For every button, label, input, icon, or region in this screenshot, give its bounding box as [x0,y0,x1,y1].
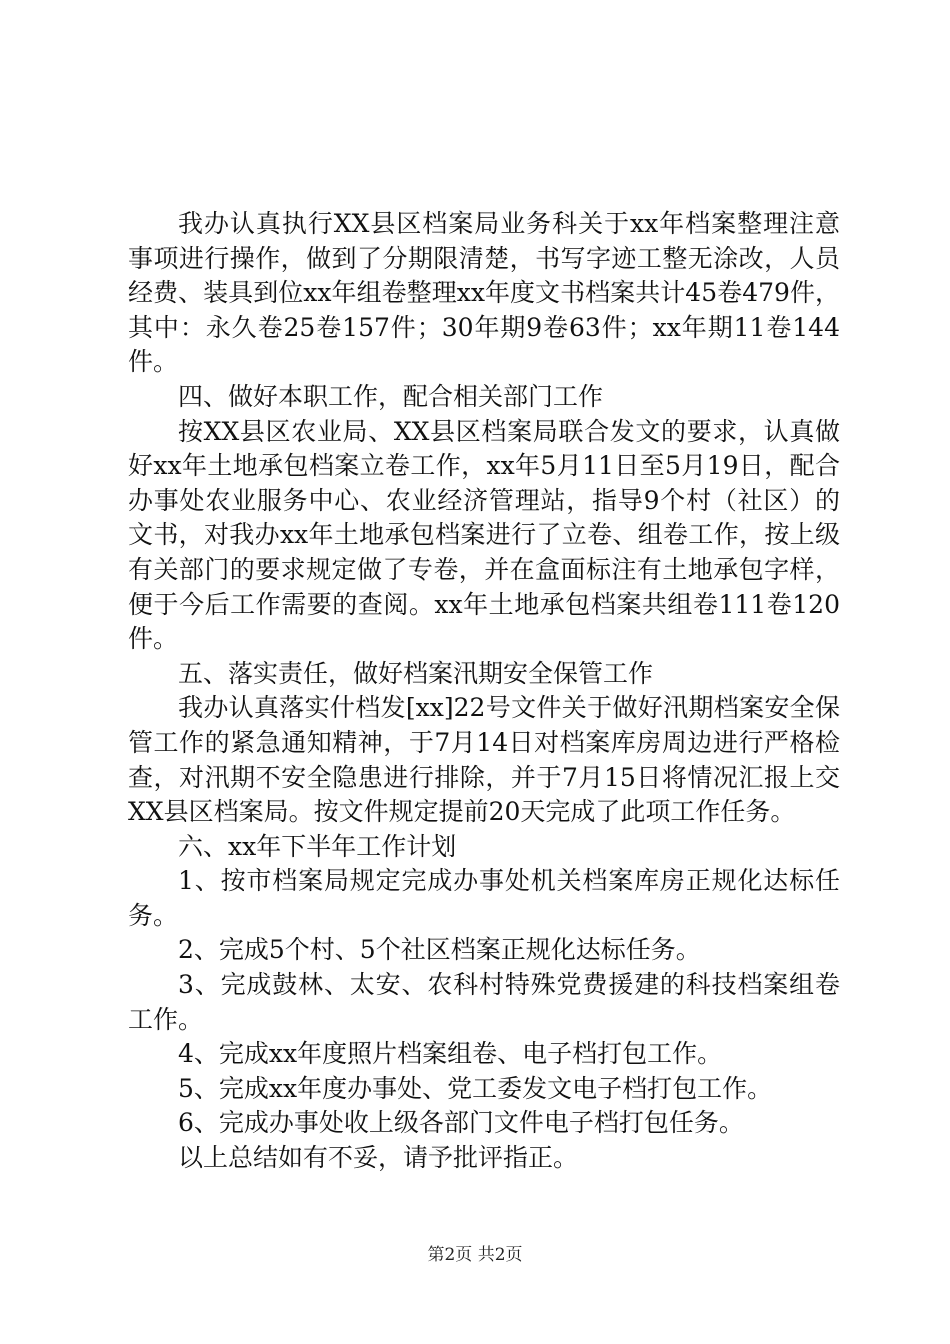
plan-item-1: 1、按市档案局规定完成办事处机关档案库房正规化达标任务。 [128,866,840,930]
plan-item-2: 2、完成5个村、5个社区档案正规化达标任务。 [178,935,701,965]
plan-item-4: 4、完成xx年度照片档案组卷、电子档打包工作。 [178,1039,723,1069]
page-footer: 第2页 共2页 [427,1245,523,1265]
paragraph-land-contract-archives: 按XX县区农业局、XX县区档案局联合发文的要求，认真做好xx年土地承包档案立卷工作，xx年5月11日至5月19日，配合办事处农业服务中心、农业经济管理站，指导9个村（社区）的文书，对我办xx年土地承包档案进行了立卷、组卷工作，按上级有关部门的要求规定做了专卷，并在盒面标注有土地承包字样，便于今后工作需要的查阅。xx年土地承包档案共组卷111卷120件。 [128,416,840,654]
plan-item-3: 3、完成鼓林、太安、农科村特殊党费援建的科技档案组卷工作。 [128,970,840,1034]
section-heading-5: 五、落实责任，做好档案汛期安全保管工作 [178,658,654,688]
section-heading-4: 四、做好本职工作，配合相关部门工作 [178,381,604,411]
paragraph-flood-season-safety: 我办认真落实什档发[xx]22号文件关于做好汛期档案安全保管工作的紧急通知精神，于7月14日对档案库房周边进行严格检查，对汛期不安全隐患进行排除，并于7月15日将情况汇报上交XX县区档案局。按文件规定提前20天完成了此项工作任务。 [128,693,840,827]
paragraph-archive-organization: 我办认真执行XX县区档案局业务科关于xx年档案整理注意事项进行操作，做到了分期限清楚，书写字迹工整无涂改，人员经费、装具到位xx年组卷整理xx年度文书档案共计45卷479件，其中：永久卷25卷157件；30年期9卷63件；xx年期11卷144件。 [128,209,840,377]
closing-remark: 以上总结如有不妥，请予批评指正。 [178,1143,579,1173]
plan-item-6: 6、完成办事处收上级各部门文件电子档打包任务。 [178,1108,744,1138]
plan-item-5: 5、完成xx年度办事处、党工委发文电子档打包工作。 [178,1073,773,1103]
section-heading-6: 六、xx年下半年工作计划 [178,831,457,861]
document-body [128,207,840,1176]
